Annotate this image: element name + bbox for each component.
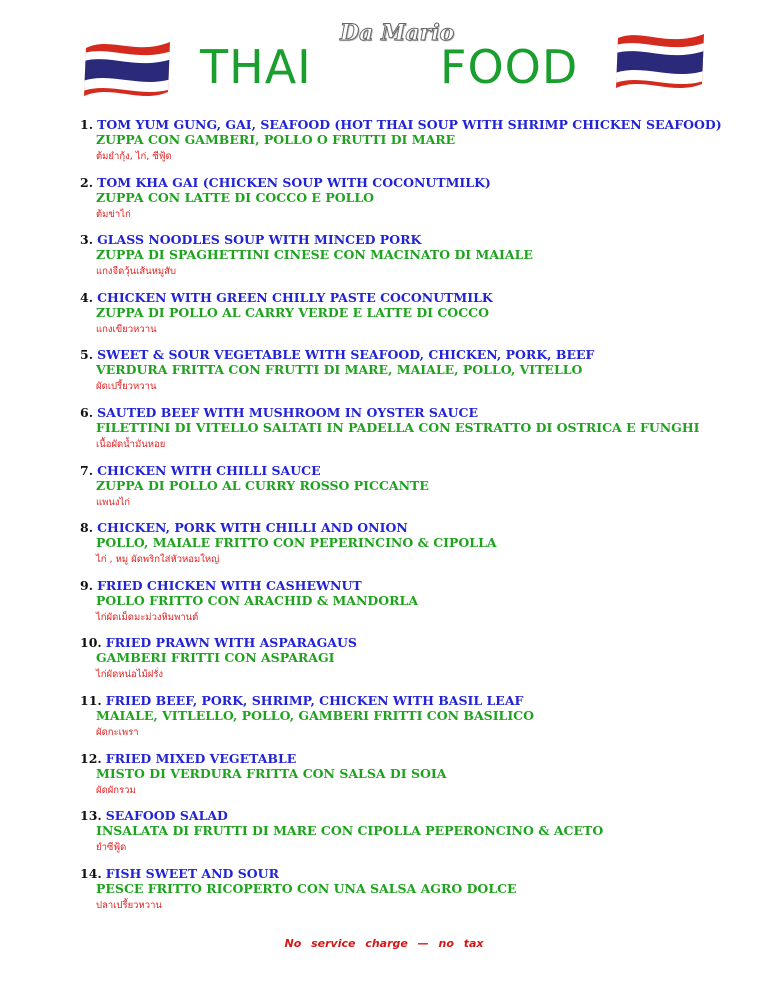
item-thai-name: ไก่ผัดหน่อไม้ฝรั่ง: [96, 669, 164, 681]
menu-item: [80, 290, 740, 348]
menu-item: [80, 635, 740, 693]
item-english-name: FRIED CHICKEN WITH CASHEWNUT: [97, 577, 362, 593]
item-english-name: TOM KHA GAI (CHICKEN SOUP WITH COCONUTMILK): [97, 174, 491, 190]
item-thai-name: ไก่ , หมู ผัดพริกใส่หัวหอมใหญ่: [96, 554, 220, 566]
item-english-name: FRIED PRAWN WITH ASPARAGAUS: [105, 635, 357, 651]
menu-item: [80, 808, 740, 866]
item-number: 6.: [80, 404, 94, 420]
item-number: 4.: [80, 289, 94, 305]
item-number: 11.: [80, 692, 102, 708]
item-number: 10.: [80, 635, 102, 651]
item-english-name: CHICKEN WITH CHILLI SAUCE: [97, 462, 321, 478]
item-number: 5.: [80, 347, 94, 363]
item-italian-name: VERDURA FRITTA CON FRUTTI DI MARE, MAIALE, POLLO, VITELLO: [96, 362, 583, 378]
thailand-flag-icon: [612, 28, 707, 96]
footer-note: No service charge — no tax: [284, 937, 484, 950]
item-english-name: FRIED MIXED VEGETABLE: [105, 750, 297, 766]
item-thai-name: ต้มข่าไก่: [96, 208, 131, 220]
item-english-name: SAUTED BEEF WITH MUSHROOM IN OYSTER SAUCE: [97, 404, 478, 420]
menu-item: [80, 117, 740, 175]
item-italian-name: ZUPPA CON GAMBERI, POLLO O FRUTTI DI MARE: [96, 132, 456, 147]
item-thai-name: แพนงไก่: [96, 496, 131, 508]
restaurant-logo: Da Mario: [340, 20, 455, 46]
item-italian-name: PESCE FRITTO RICOPERTO CON UNA SALSA AGRO DOLCE: [96, 880, 517, 896]
item-thai-name: ผัดเปรี้ยวหวาน: [96, 381, 157, 393]
item-number: 12.: [80, 750, 102, 766]
item-english-name: SEAFOOD SALAD: [105, 808, 228, 824]
menu-list: [80, 117, 740, 923]
item-number: 7.: [80, 462, 94, 478]
item-english-name: FISH SWEET AND SOUR: [105, 865, 279, 881]
menu-item: [80, 693, 740, 751]
item-number: 1.: [80, 117, 94, 132]
thailand-flag-icon: [80, 34, 175, 102]
item-italian-name: MISTO DI VERDURA FRITTA CON SALSA DI SOIA: [96, 765, 447, 781]
item-number: 13.: [80, 808, 102, 824]
menu-item: [80, 866, 740, 924]
item-thai-name: ผัดกะเพรา: [96, 726, 139, 738]
item-italian-name: ZUPPA CON LATTE DI COCCO E POLLO: [96, 189, 375, 205]
item-italian-name: POLLO FRITTO CON ARACHID & MANDORLA: [96, 592, 419, 608]
item-number: 2.: [80, 174, 94, 190]
item-thai-name: แกงจืดวุ้นเส้นหมูสับ: [96, 266, 176, 278]
item-italian-name: ZUPPA DI SPAGHETTINI CINESE CON MACINATO DI MAIALE: [96, 247, 533, 263]
item-english-name: FRIED BEEF, PORK, SHRIMP, CHICKEN WITH BASIL LEAF: [105, 692, 524, 708]
title-thai: THAI: [200, 40, 312, 94]
menu-item: [80, 405, 740, 463]
menu-item: [80, 175, 740, 233]
item-number: 8.: [80, 520, 94, 536]
item-italian-name: MAIALE, VITLELLO, POLLO, GAMBERI FRITTI CON BASILICO: [96, 707, 535, 723]
item-italian-name: GAMBERI FRITTI CON ASPARAGI: [96, 650, 335, 666]
item-english-name: GLASS NOODLES SOUP WITH MINCED PORK: [97, 232, 422, 248]
item-thai-name: ไก่ผัดเม็ดมะม่วงหิมพานต์: [96, 611, 199, 623]
item-number: 3.: [80, 232, 94, 248]
item-english-name: TOM YUM GUNG, GAI, SEAFOOD (HOT THAI SOUP WITH SHRIMP CHICKEN SEAFOOD): [97, 117, 722, 132]
item-italian-name: POLLO, MAIALE FRITTO CON PEPERINCINO & CIPOLLA: [96, 535, 497, 551]
item-italian-name: FILETTINI DI VITELLO SALTATI IN PADELLA CON ESTRATTO DI OSTRICA E FUNGHI: [96, 419, 700, 435]
item-thai-name: ต้มยำกุ้ง, ไก่, ซีฟู้ด: [96, 151, 172, 162]
item-number: 14.: [80, 865, 102, 881]
item-thai-name: ปลาเปรี้ยวหวาน: [96, 899, 162, 911]
menu-item: [80, 347, 740, 405]
item-english-name: CHICKEN, PORK WITH CHILLI AND ONION: [97, 520, 408, 536]
menu-item: [80, 751, 740, 809]
menu-item: [80, 578, 740, 636]
item-number: 9.: [80, 577, 94, 593]
header: [0, 0, 768, 110]
item-thai-name: ยำซีฟู้ด: [96, 842, 127, 854]
item-italian-name: ZUPPA DI POLLO AL CURRY ROSSO PICCANTE: [96, 477, 429, 493]
title-food: FOOD: [440, 40, 579, 94]
item-english-name: SWEET & SOUR VEGETABLE WITH SEAFOOD, CHICKEN, PORK, BEEF: [97, 347, 595, 363]
menu-item: [80, 520, 740, 578]
menu-item: [80, 463, 740, 521]
item-italian-name: ZUPPA DI POLLO AL CARRY VERDE E LATTE DI COCCO: [96, 304, 489, 320]
item-thai-name: ผัดผักรวม: [96, 784, 136, 796]
menu-item: [80, 232, 740, 290]
item-thai-name: แกงเขียวหวาน: [96, 323, 157, 335]
item-italian-name: INSALATA DI FRUTTI DI MARE CON CIPOLLA PEPERONCINO & ACETO: [96, 823, 604, 839]
item-english-name: CHICKEN WITH GREEN CHILLY PASTE COCONUTMILK: [97, 289, 493, 305]
item-thai-name: เนื้อผัดน้ำมันหอย: [96, 438, 166, 450]
